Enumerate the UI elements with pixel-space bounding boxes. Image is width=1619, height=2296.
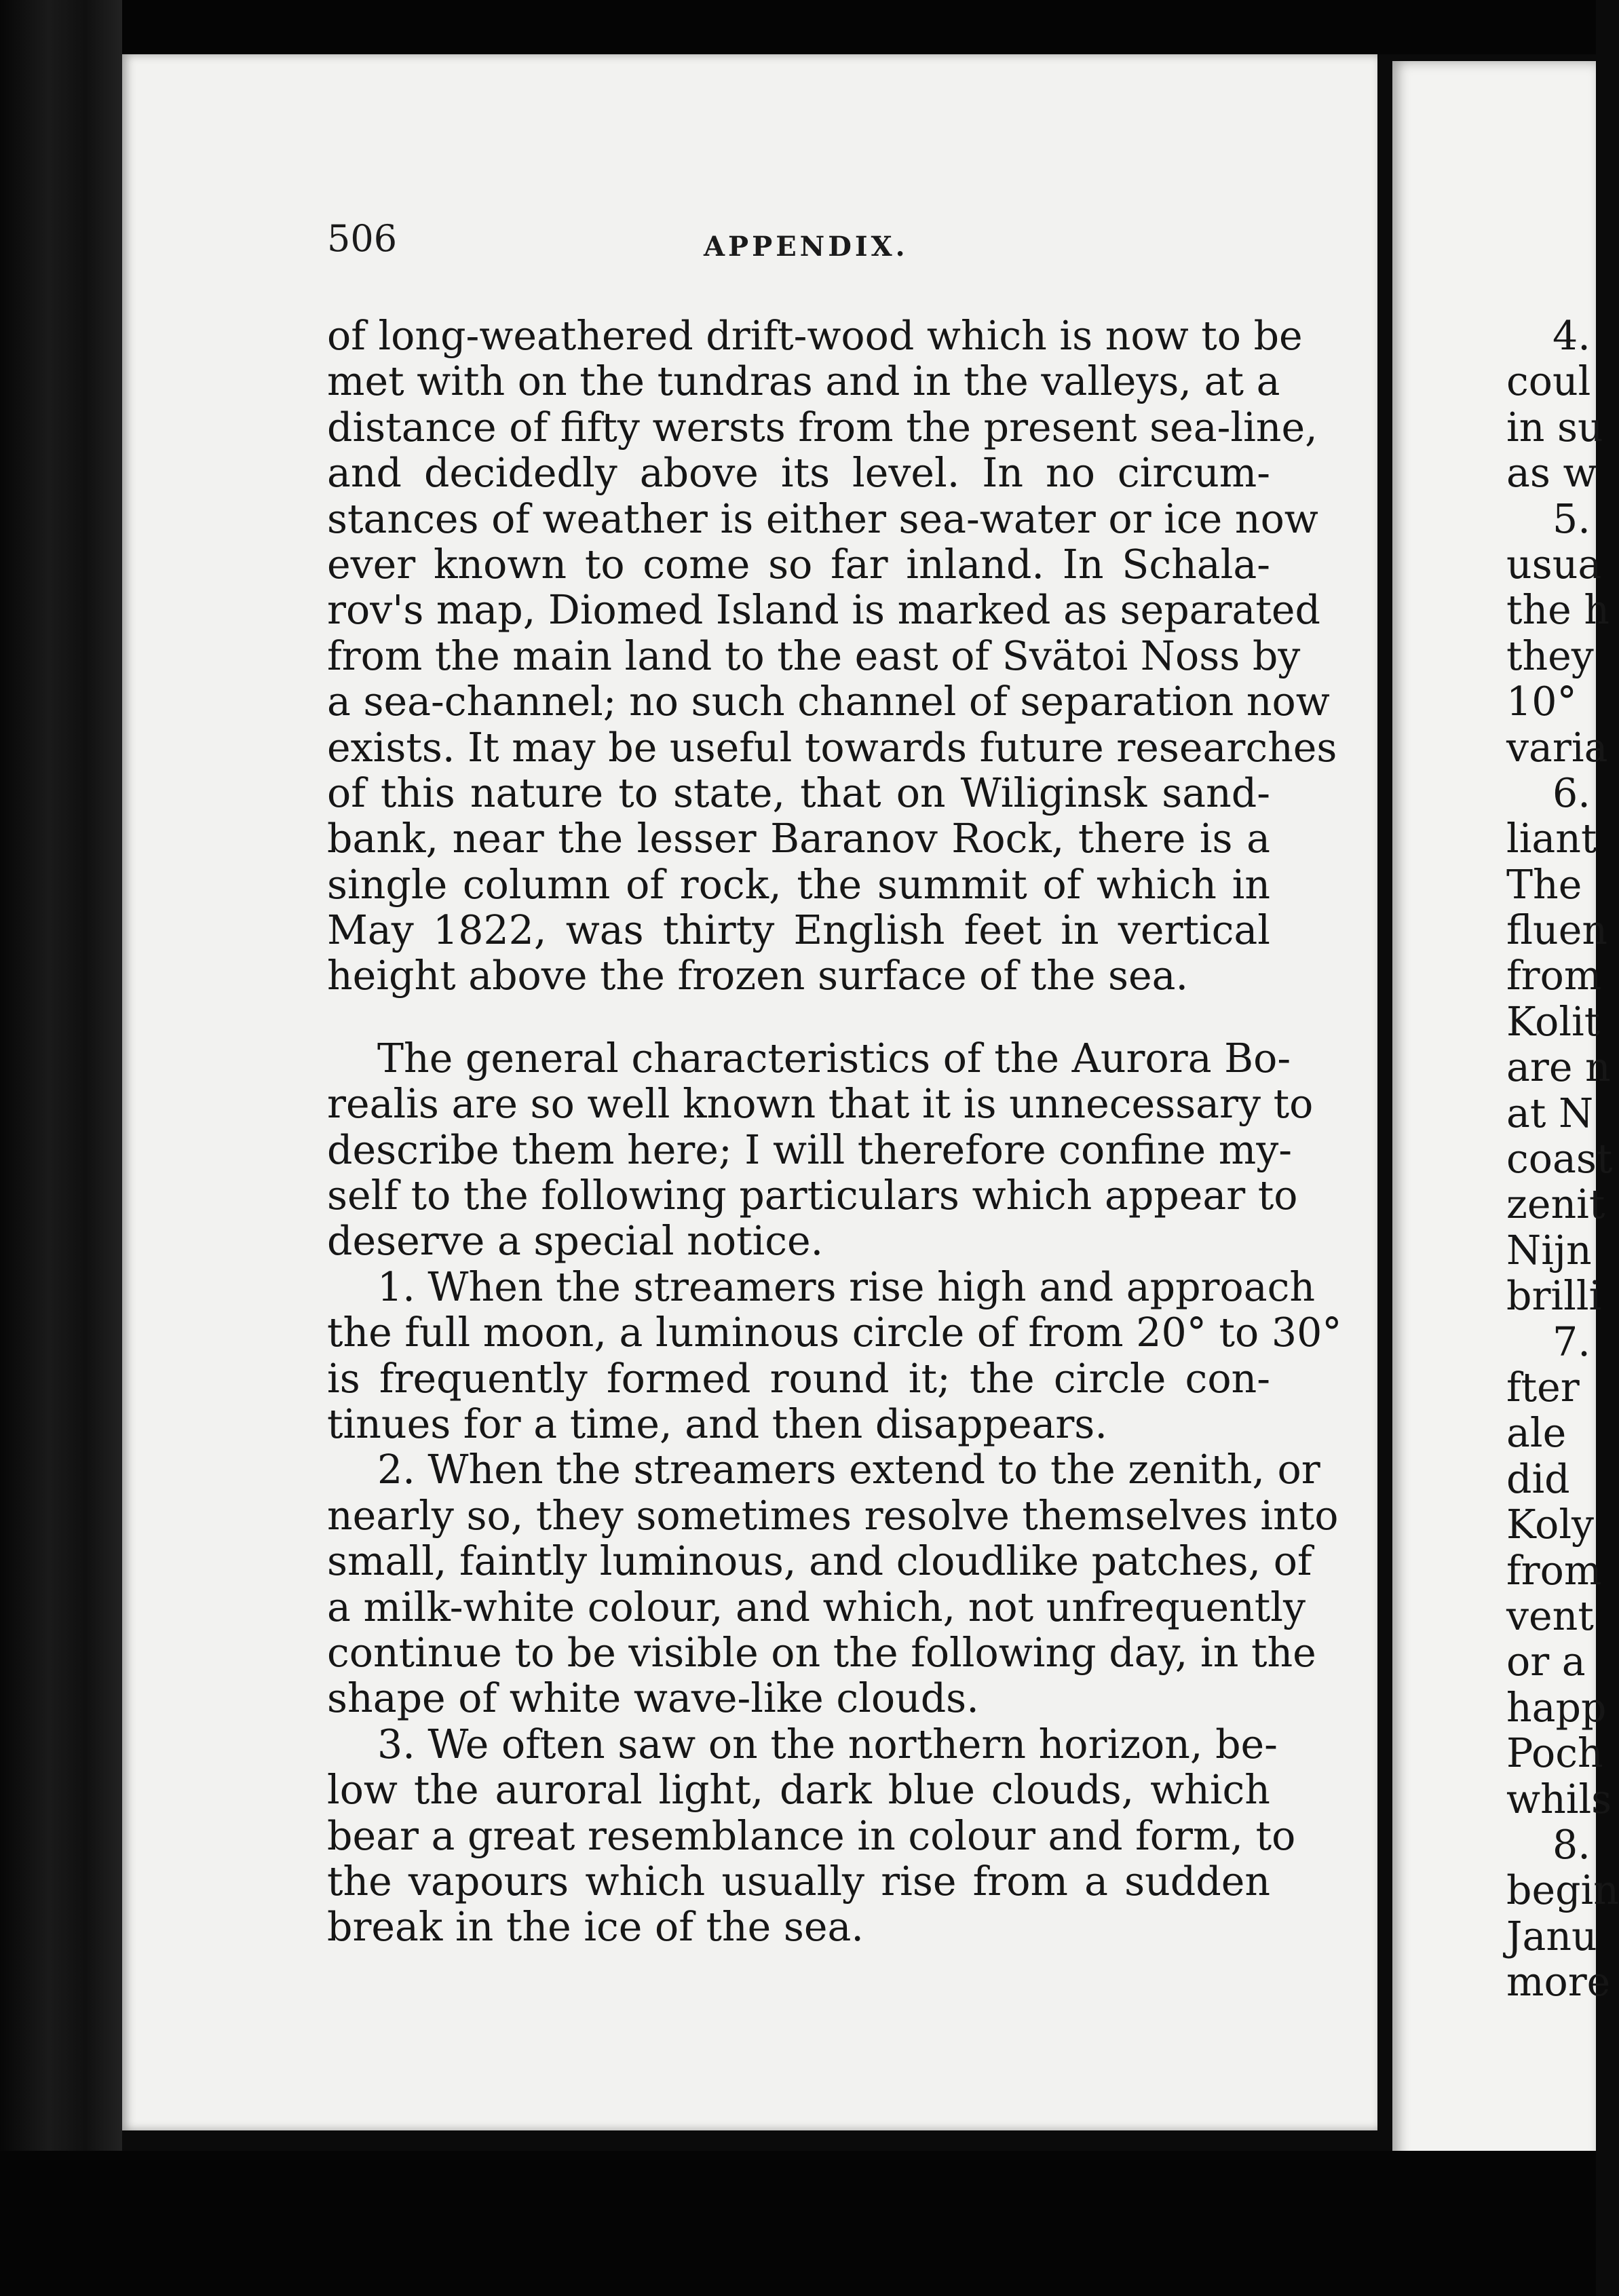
paragraph-driftwood xyxy=(327,313,1337,999)
facing-line: they xyxy=(1506,632,1594,679)
text-line: tinues for a time, and then disappears. xyxy=(327,1400,1107,1447)
facing-line: 10° xyxy=(1506,678,1577,725)
facing-line: liant xyxy=(1506,816,1597,862)
text-line: exists. It may be useful towards future researches xyxy=(327,724,1337,771)
facing-line: The xyxy=(1506,861,1582,908)
text-line: a sea-channel; no such channel of separation now xyxy=(327,678,1330,725)
text-line: shape of white wave-like clouds. xyxy=(327,1675,979,1722)
facing-line: did xyxy=(1506,1455,1570,1502)
scan-border-bottom xyxy=(0,2151,1596,2296)
facing-line: happ xyxy=(1506,1684,1607,1731)
facing-line: or a xyxy=(1506,1639,1586,1685)
text-line: and decidedly above its level. In no circum- xyxy=(327,450,1270,497)
facing-line: fter xyxy=(1506,1364,1580,1411)
facing-line: 5. xyxy=(1553,495,1591,542)
text-line: of this nature to state, that on Wiliginsk sand- xyxy=(327,769,1270,816)
facing-line: ale xyxy=(1506,1410,1567,1457)
facing-line: begin xyxy=(1506,1867,1619,1914)
text-line: self to the following particulars which appear to xyxy=(327,1172,1298,1219)
facing-line: Nijn xyxy=(1506,1227,1592,1274)
paragraph-gap xyxy=(327,999,1270,1036)
text-line: 1. When the streamers rise high and approach xyxy=(377,1263,1316,1310)
text-line: height above the frozen surface of the sea. xyxy=(327,953,1189,999)
text-line: from the main land to the east of Svätoi Noss by xyxy=(327,632,1301,679)
text-line: single column of rock, the summit of which in xyxy=(327,861,1270,908)
facing-line: 7. xyxy=(1553,1318,1591,1365)
facing-line: varia xyxy=(1506,724,1608,771)
facing-line: Kolit xyxy=(1506,998,1601,1045)
text-line: realis are so well known that it is unnecessary to xyxy=(327,1081,1314,1128)
facing-line: 8. xyxy=(1553,1821,1591,1868)
text-line: ever known to come so far inland. In Schala- xyxy=(327,541,1270,588)
facing-line: zenit xyxy=(1506,1181,1605,1228)
text-line: bank, near the lesser Baranov Rock, there is a xyxy=(327,816,1270,862)
text-line: low the auroral light, dark blue clouds, which xyxy=(327,1767,1270,1814)
text-line: a milk-white colour, and which, not unfrequently xyxy=(327,1584,1306,1630)
facing-line: Janu xyxy=(1506,1913,1597,1959)
text-line: describe them here; I will therefore confine my- xyxy=(327,1126,1293,1173)
facing-line: 4. xyxy=(1553,313,1591,359)
running-head xyxy=(327,217,1277,278)
facing-line: as w xyxy=(1506,450,1597,497)
text-line: met with on the tundras and in the valleys, at a xyxy=(327,358,1280,405)
text-line: of long-weathered drift-wood which is now to be xyxy=(327,313,1303,359)
text-line: The general characteristics of the Aurora Bo- xyxy=(377,1035,1291,1082)
facing-line: in su xyxy=(1506,404,1603,451)
facing-line: from xyxy=(1506,953,1602,999)
facing-line: at N xyxy=(1506,1090,1594,1136)
facing-line: the h xyxy=(1506,587,1610,634)
numbered-item-1 xyxy=(327,1263,1342,1448)
facing-line: brilli xyxy=(1506,1273,1602,1320)
header-title: APPENDIX. xyxy=(704,231,909,263)
text-line: is frequently formed round it; the circle con- xyxy=(327,1355,1270,1402)
text-line: deserve a special notice. xyxy=(327,1218,824,1265)
facing-line: coast xyxy=(1506,1136,1613,1183)
facing-line: vent xyxy=(1506,1592,1594,1639)
text-line: the vapours which usually rise from a sudden xyxy=(327,1858,1270,1905)
text-line: the full moon, a luminous circle of from 20° to 30° xyxy=(327,1309,1342,1356)
text-line: 2. When the streamers extend to the zenith, or xyxy=(377,1447,1320,1493)
facing-line: Poch xyxy=(1506,1730,1603,1777)
numbered-item-3 xyxy=(327,1721,1296,1951)
facing-line: coul xyxy=(1506,358,1591,405)
text-line: distance of fifty wersts from the present sea-line, xyxy=(327,404,1318,451)
text-line: nearly so, they sometimes resolve themselves into xyxy=(327,1492,1339,1539)
numbered-item-2 xyxy=(327,1447,1339,1722)
text-line: 3. We often saw on the northern horizon, be- xyxy=(377,1721,1278,1767)
paragraph-aurora-intro xyxy=(327,1035,1314,1265)
facing-line: Koly xyxy=(1506,1501,1595,1548)
page-number: 506 xyxy=(327,217,398,260)
facing-line: more xyxy=(1506,1959,1611,2006)
text-line: break in the ice of the sea. xyxy=(327,1904,864,1951)
text-line: stances of weather is either sea-water or ice now xyxy=(327,495,1318,542)
facing-line: 6. xyxy=(1553,769,1591,816)
text-line: May 1822, was thirty English feet in vertical xyxy=(327,907,1270,954)
facing-line: whils xyxy=(1506,1776,1612,1822)
facing-line: are n xyxy=(1506,1044,1611,1091)
text-line: rov's map, Diomed Island is marked as separated xyxy=(327,587,1320,634)
scan-border-top xyxy=(0,0,1596,54)
text-line: continue to be visible on the following day, in the xyxy=(327,1629,1316,1676)
facing-line: usua xyxy=(1506,541,1602,588)
facing-line: fluen xyxy=(1506,907,1607,954)
book-spine xyxy=(0,0,122,2296)
text-line: bear a great resemblance in colour and form, to xyxy=(327,1812,1296,1859)
text-line: small, faintly luminous, and cloudlike patches, of xyxy=(327,1538,1312,1585)
main-text xyxy=(327,313,1342,1951)
facing-page-text xyxy=(1506,313,1619,2006)
facing-line: from xyxy=(1506,1547,1602,1594)
